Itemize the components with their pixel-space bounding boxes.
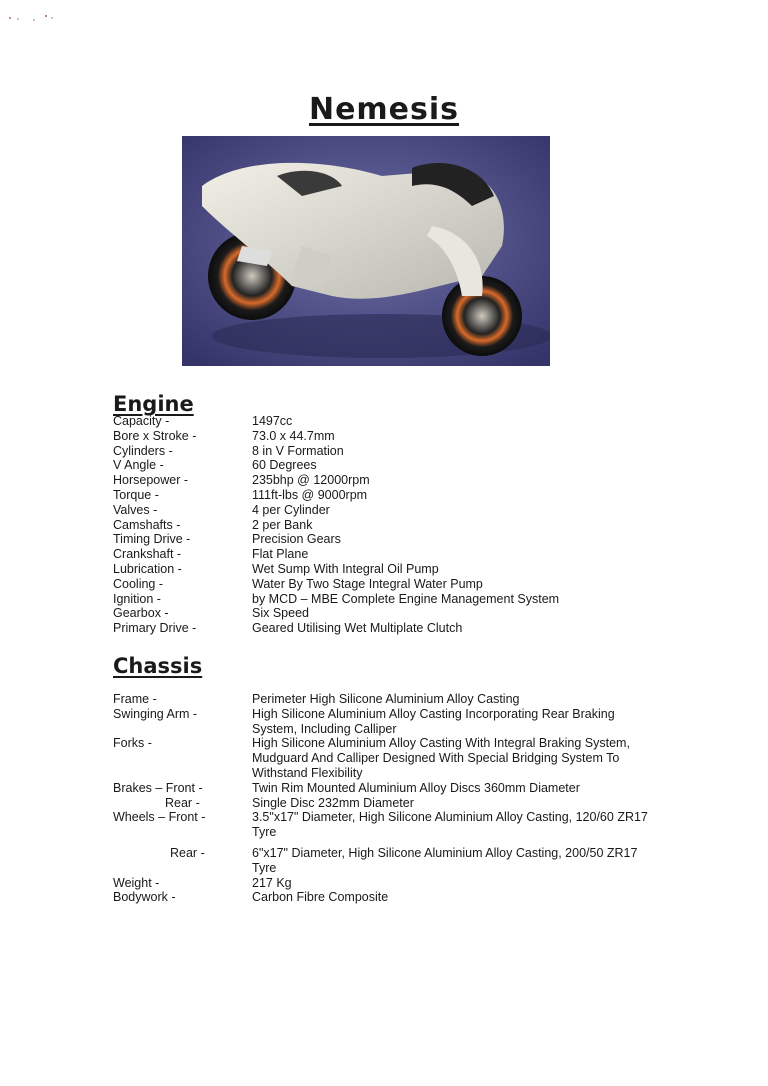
spec-value: 6"x17" Diameter, High Silicone Aluminium Alloy Casting, 200/50 ZR17 Tyre: [252, 845, 638, 875]
spec-row: [113, 606, 652, 621]
spec-row: [113, 488, 652, 503]
spec-value: Geared Utilising Wet Multiplate Clutch: [252, 621, 463, 636]
spec-row: [113, 846, 652, 876]
spec-row: [113, 429, 652, 444]
spec-value: 1497cc: [252, 414, 293, 428]
spec-label: Brakes – Front -: [113, 780, 203, 795]
spec-value: 4 per Cylinder: [252, 502, 330, 517]
spec-value: Perimeter High Silicone Aluminium Alloy Casting: [252, 692, 520, 706]
spec-label: Bodywork -: [113, 890, 176, 905]
spec-label: Torque -: [113, 487, 159, 502]
spec-label: Ignition -: [113, 591, 161, 606]
spec-label: Rear -: [170, 845, 205, 860]
spec-label: Crankshaft -: [113, 547, 182, 562]
spec-value: 217 Kg: [252, 875, 292, 890]
spec-value: Flat Plane: [252, 547, 309, 562]
chassis-spec-list: [113, 692, 652, 905]
spec-row: [113, 736, 652, 780]
spec-row: [113, 781, 652, 796]
spec-label: Primary Drive -: [113, 621, 197, 636]
spec-value: High Silicone Aluminium Alloy Casting With Integral Braking System, Mudguard And Calliper Designed With Special Bridging System To Withstand Flexibility: [252, 736, 630, 780]
spec-row: [113, 444, 652, 459]
spec-label: V Angle -: [113, 458, 164, 473]
spec-value: 60 Degrees: [252, 458, 317, 473]
spec-row: [113, 876, 652, 891]
spec-row: [113, 621, 652, 636]
spec-label: Rear -: [165, 795, 200, 810]
spec-value: High Silicone Aluminium Alloy Casting Incorporating Rear Braking System, Including Calliper: [252, 706, 615, 736]
spec-value: 73.0 x 44.7mm: [252, 428, 335, 443]
spec-row: [113, 562, 652, 577]
spec-label: Gearbox -: [113, 606, 169, 621]
spec-label: Cylinders -: [113, 443, 173, 458]
spec-row: [113, 577, 652, 592]
spec-value: Water By Two Stage Integral Water Pump: [252, 576, 483, 591]
spec-label: Bore x Stroke -: [113, 428, 197, 443]
spec-row: [113, 414, 652, 429]
spec-row: [113, 518, 652, 533]
spec-value: Single Disc 232mm Diameter: [252, 795, 414, 810]
spec-value: 8 in V Formation: [252, 443, 344, 458]
spec-row: [113, 890, 652, 905]
engine-spec-list: [113, 414, 652, 636]
spec-row: [113, 707, 652, 737]
scan-speck: [4, 10, 64, 24]
spec-value: 235bhp @ 12000rpm: [252, 473, 370, 488]
spec-row: [113, 692, 652, 707]
spec-row: [113, 810, 652, 840]
page-title: Nemesis: [308, 92, 460, 127]
chassis-heading: Chassis: [113, 654, 203, 678]
spec-value: 2 per Bank: [252, 517, 313, 532]
spec-label: Camshafts -: [113, 517, 181, 532]
spec-value: 3.5"x17" Diameter, High Silicone Aluminium Alloy Casting, 120/60 ZR17 Tyre: [252, 810, 648, 840]
spec-row: [113, 473, 652, 488]
spec-value: by MCD – MBE Complete Engine Management System: [252, 591, 560, 606]
spec-label: Cooling -: [113, 576, 164, 591]
spec-row: [113, 592, 652, 607]
spec-row: [113, 796, 652, 811]
spec-value: 111ft-lbs @ 9000rpm: [252, 487, 368, 502]
spec-label: Weight -: [113, 875, 160, 890]
spec-value: Six Speed: [252, 606, 309, 621]
spec-label: Timing Drive -: [113, 532, 191, 547]
spec-row: [113, 547, 652, 562]
spec-label: Swinging Arm -: [113, 706, 198, 721]
spec-value: Carbon Fibre Composite: [252, 890, 389, 905]
spec-label: Wheels – Front -: [113, 810, 206, 825]
spec-row: [113, 458, 652, 473]
spec-label: Forks -: [113, 736, 152, 751]
spec-value: Precision Gears: [252, 532, 341, 547]
spec-label: Frame -: [113, 692, 157, 706]
motorcycle-photo: [182, 136, 550, 366]
spec-value: Twin Rim Mounted Aluminium Alloy Discs 360mm Diameter: [252, 780, 580, 795]
spec-label: Lubrication -: [113, 561, 182, 576]
spec-row: [113, 532, 652, 547]
spec-label: Horsepower -: [113, 473, 189, 488]
spec-label: Valves -: [113, 502, 158, 517]
spec-row: [113, 503, 652, 518]
spec-value: Wet Sump With Integral Oil Pump: [252, 561, 439, 576]
spec-label: Capacity -: [113, 414, 170, 428]
engine-heading: Engine: [113, 392, 194, 416]
